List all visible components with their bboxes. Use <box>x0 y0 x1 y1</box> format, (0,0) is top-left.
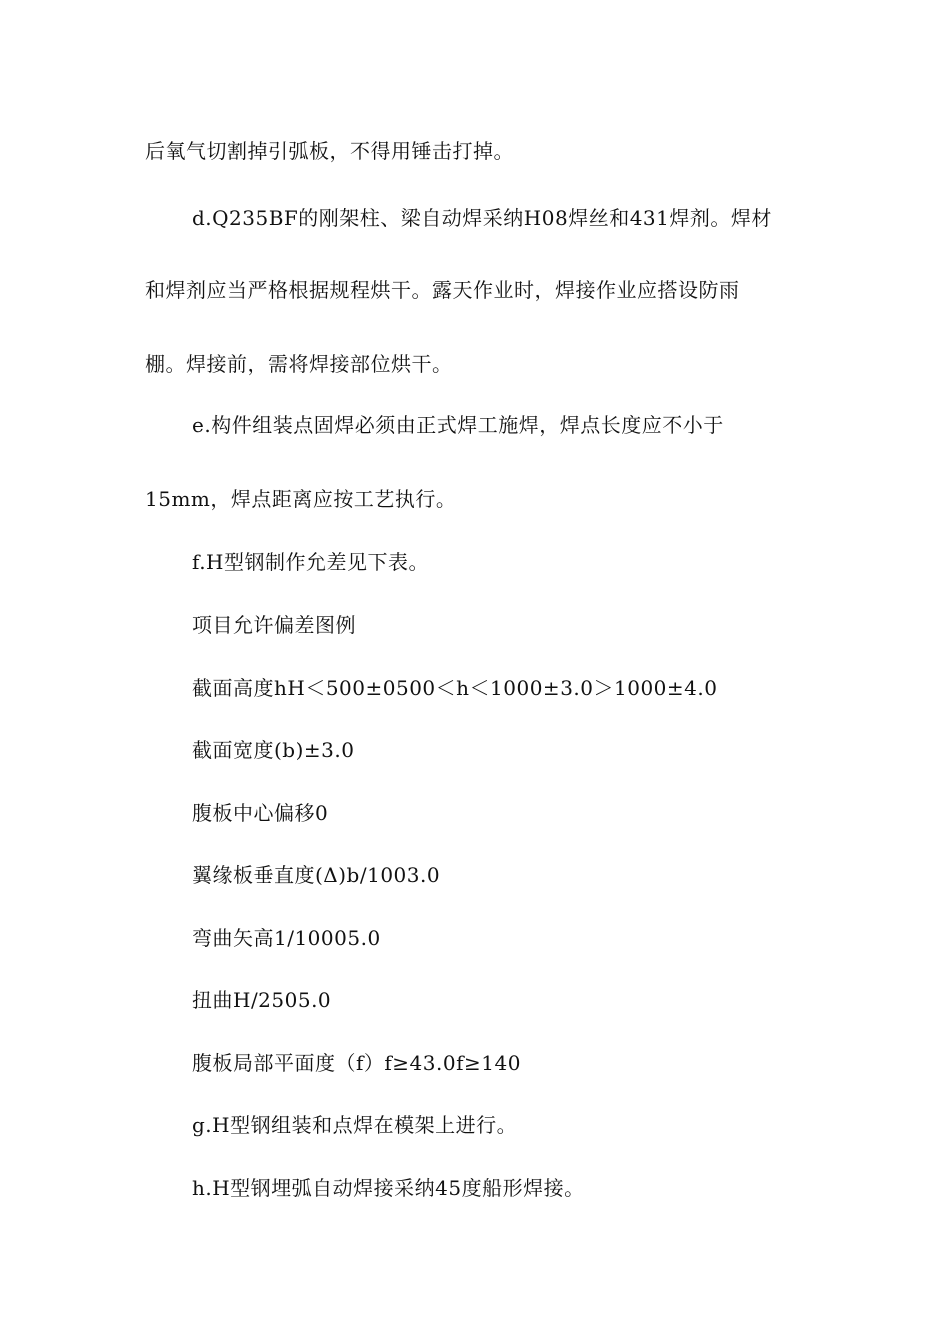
paragraph-d-line-1: d.Q235BF的刚架柱、梁自动焊采纳H08焊丝和431焊剂。焊材 <box>192 206 772 230</box>
table-row-twist: 扭曲H/2505.0 <box>192 988 332 1012</box>
table-row-web-flatness: 腹板局部平面度（f）f≥43.0f≥140 <box>192 1051 521 1075</box>
paragraph-e-line-1: e.构件组装点固焊必须由正式焊工施焊，焊点长度应不小于 <box>192 413 724 437</box>
paragraph-g: g.H型钢组装和点焊在模架上进行。 <box>192 1113 518 1137</box>
table-row-flange-perpendicularity: 翼缘板垂直度(Δ)b/1003.0 <box>192 863 441 887</box>
paragraph-f: f.H型钢制作允差见下表。 <box>192 550 429 574</box>
paragraph-e-line-2: 15mm，焊点距离应按工艺执行。 <box>145 487 457 511</box>
table-row-section-width: 截面宽度(b)±3.0 <box>192 738 355 762</box>
text-line: 后氧气切割掉引弧板，不得用锤击打掉。 <box>145 139 514 163</box>
table-row-web-offset: 腹板中心偏移0 <box>192 801 329 825</box>
paragraph-d-line-2: 和焊剂应当严格根据规程烘干。露天作业时，焊接作业应搭设防雨 <box>145 278 740 302</box>
paragraph-h: h.H型钢埋弧自动焊接采纳45度船形焊接。 <box>192 1176 585 1200</box>
table-row-section-height: 截面高度hH＜500±0500＜h＜1000±3.0＞1000±4.0 <box>192 676 718 700</box>
paragraph-d-line-3: 棚。焊接前，需将焊接部位烘干。 <box>145 352 453 376</box>
table-row-bending-rise: 弯曲矢高1/10005.0 <box>192 926 381 950</box>
table-header-line: 项目允许偏差图例 <box>192 613 356 637</box>
